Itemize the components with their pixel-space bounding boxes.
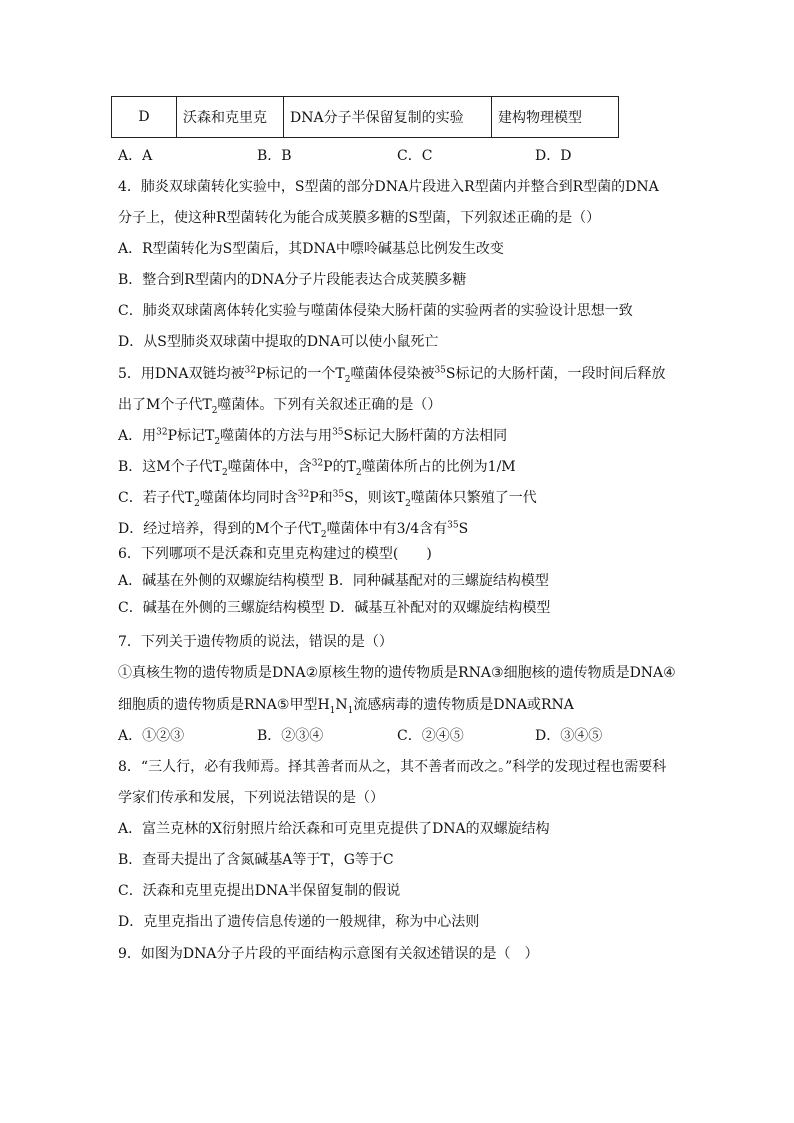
q8-option-c: C．沃森和克里克提出DNA半保留复制的假说 [118,883,401,899]
q6-stem: 6．下列哪项不是沃森和克里克构建过的模型( ) [118,546,432,562]
table-cell: D [112,97,177,138]
q5-option-a: A．用$^{32}$P标记$T_2$噬菌体的方法与用$^{35}$S标记大肠杆菌的方法相同 [118,427,508,447]
q4-stem-2: 分子上，使这种R型菌转化为能合成荚膜多糖的S型菌，下列叙述正确的是（） [118,210,601,226]
q7-stem: 7．下列关于遗传物质的说法，错误的是（） [118,634,393,650]
q8-option-d: D．克里克指出了遗传信息传递的一般规律，称为中心法则 [118,914,480,930]
option: C．C [397,148,433,164]
option: C．②④⑤ [397,728,464,744]
q9-stem: 9．如图为DNA分子片段的平面结构示意图有关叙述错误的是（ ） [118,946,539,962]
q5-stem-2: 出了M个子代$T_2$噬菌体。下列有关叙述正确的是（） [118,397,442,416]
option: D．③④⑤ [535,728,603,744]
q5-option-b: B．这M个子代$T_2$噬菌体中，含$^{32}$P的$T_2$噬菌体所占的比例为1/M [118,458,516,478]
option: A．A [118,148,153,164]
q7-statements-2: 细胞质的遗传物质是RNA⑤甲型$H_1N_1$流感病毒的遗传物质是DNA或RNA [118,697,574,716]
option: A．①②③ [118,728,185,744]
answer-table [111,96,619,138]
q4-option-a: A．R型菌转化为S型菌后，其DNA中嘌呤碱基总比例发生改变 [118,241,504,257]
option: B．B [257,148,292,164]
q6-options-ab: A．碱基在外侧的双螺旋结构模型 B．同种碱基配对的三螺旋结构模型 [118,573,549,589]
option: D．D [535,148,572,164]
table-cell: 沃森和克里克 [177,97,284,138]
q6-options-cd: C．碱基在外侧的三螺旋结构模型 D．碱基互补配对的双螺旋结构模型 [118,600,551,616]
table-cell: 建构物理模型 [492,97,619,138]
q7-options [118,727,602,745]
q5-option-d: D．经过培养，得到的M个子代$T_2$噬菌体中有3/4含有$^{35}$S [118,520,469,540]
q5-option-c: C．若子代$T_2$噬菌体均同时含$^{32}$P和$^{35}$S，则该$T_2$噬菌体只繁殖了一代 [118,489,537,509]
q5-stem-1: 5．用DNA双链均被$^{32}$P标记的一个$T_2$噬菌体侵染被$^{35}$S标记的大肠杆菌，一段时间后释放 [118,365,666,385]
q8-option-b: B．查哥夫提出了含氮碱基A等于T，G等于C [118,852,394,868]
q4-stem-1: 4．肺炎双球菌转化实验中，S型菌的部分DNA片段进入R型菌内并整合到R型菌的DNA [118,179,659,195]
q3-options [118,147,571,165]
table-cell: DNA分子半保留复制的实验 [284,97,492,138]
q8-stem-2: 学家们传承和发展，下列说法错误的是（） [118,790,384,806]
q8-stem-1: 8．“三人行，必有我师焉。择其善者而从之，其不善者而改之。”科学的发现过程也需要科 [118,759,667,775]
table-row [112,97,619,138]
option: B．②③④ [257,728,324,744]
q4-option-d: D．从S型肺炎双球菌中提取的DNA可以使小鼠死亡 [118,334,439,350]
q8-option-a: A．富兰克林的X衍射照片给沃森和可克里克提供了DNA的双螺旋结构 [118,821,550,837]
q4-option-c: C．肺炎双球菌离体转化实验与噬菌体侵染大肠杆菌的实验两者的实验设计思想一致 [118,303,633,319]
q7-statements-1: ①真核生物的遗传物质是DNA②原核生物的遗传物质是RNA③细胞核的遗传物质是DNA④ [118,665,676,681]
q4-option-b: B．整合到R型菌内的DNA分子片段能表达合成荚膜多糖 [118,272,467,288]
